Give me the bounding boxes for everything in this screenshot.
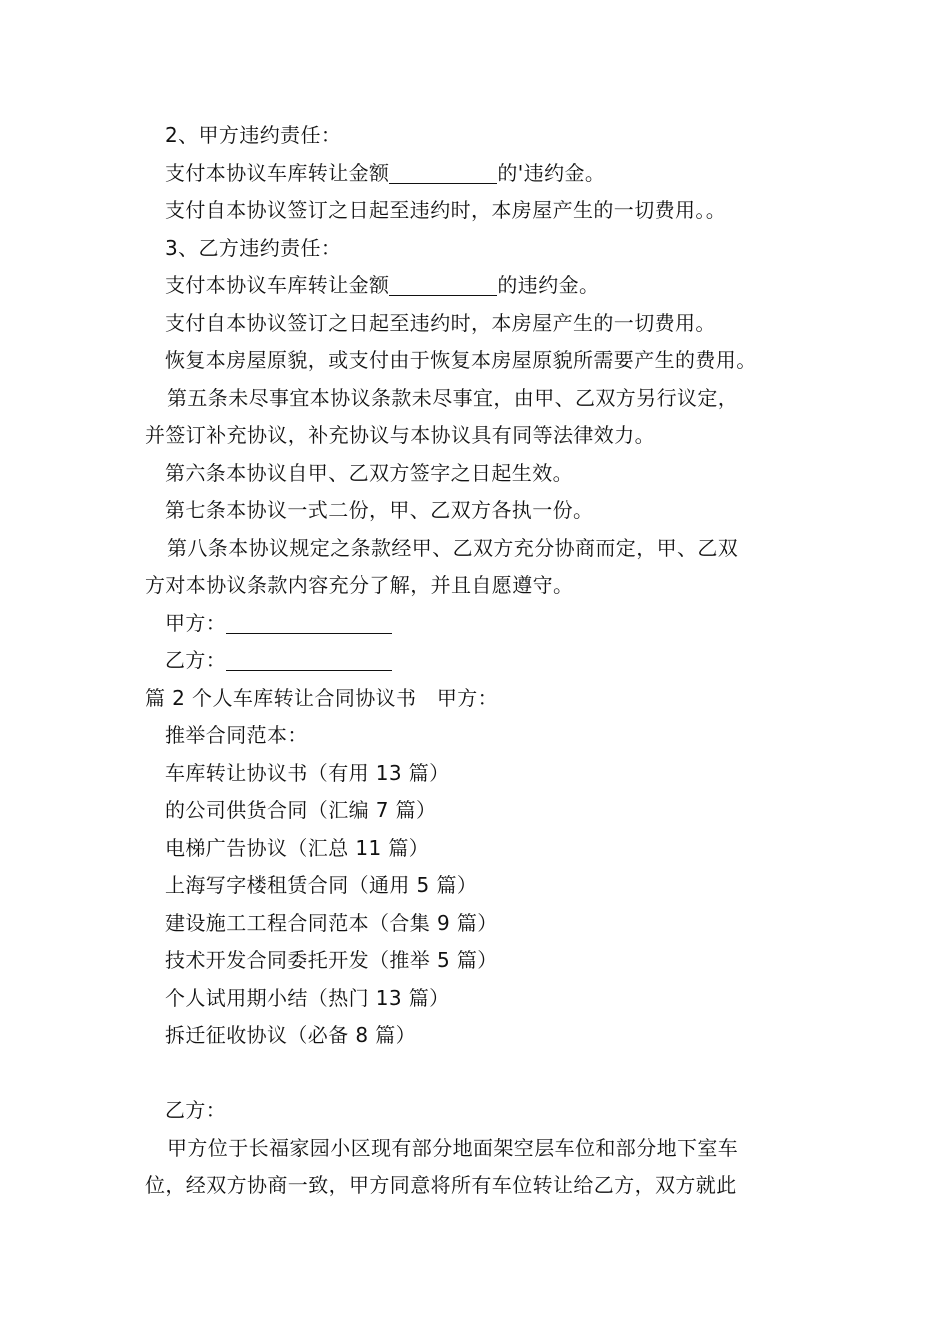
document-body [145, 117, 817, 1205]
signature-blank [226, 648, 392, 671]
recommend-list-item [145, 1017, 817, 1055]
text-line: 支付自本协议签订之日起至违约时，本房屋产生的一切费用。 [165, 310, 716, 335]
fill-in-blank [389, 273, 497, 296]
text-line: 恢复本房屋原貌，或支付由于恢复本房屋原貌所需要产生的费用。 [165, 348, 757, 372]
clause-heading-party-b-liability [145, 230, 817, 268]
text-line: 支付本协议车库转让金额 [165, 273, 390, 297]
signature-label: 乙方： [165, 648, 227, 672]
paragraph [145, 192, 817, 230]
paragraph [145, 492, 817, 530]
paragraph [145, 1130, 817, 1168]
paragraph [145, 155, 817, 193]
text-line: 方对本协议条款内容充分了解，并且自愿遵守。 [145, 573, 574, 597]
section-heading [145, 680, 817, 718]
paragraph [145, 305, 817, 343]
recommend-heading [145, 717, 817, 755]
text-line: 的'违约金。 [497, 160, 606, 185]
text-line: 推举合同范本： [165, 723, 308, 747]
text-line: 支付自本协议签订之日起至违约时，本房屋产生的一切费用。。 [165, 198, 727, 222]
recommend-list-item [145, 980, 817, 1018]
paragraph-continuation [145, 1167, 817, 1205]
text-line: 车库转让协议书（有用 13 篇） [165, 760, 450, 785]
text-line: 的违约金。 [497, 273, 600, 297]
signature-blank [226, 611, 392, 634]
text-line: 乙方： [165, 1098, 227, 1122]
text-line: 电梯广告协议（汇总 11 篇） [165, 835, 430, 860]
text-line: 个人试用期小结（热门 13 篇） [165, 985, 450, 1010]
recommend-list-item [145, 942, 817, 980]
recommend-list-item [145, 867, 817, 905]
text-line: 并签订补充协议，补充协议与本协议具有同等法律效力。 [145, 423, 655, 447]
text-line: 第八条本协议规定之条款经甲、乙双方充分协商而定，甲、乙双 [167, 535, 739, 560]
text-line: 3、乙方违约责任： [165, 235, 342, 260]
text-line: 第六条本协议自甲、乙双方签字之日起生效。 [165, 460, 573, 485]
recommend-list-item [145, 755, 817, 793]
text-line: 的公司供货合同（汇编 7 篇） [165, 798, 437, 822]
paragraph [145, 530, 817, 568]
signature-line-party-a [145, 605, 817, 643]
text-line: 拆迁征收协议（必备 8 篇） [165, 1023, 417, 1047]
fill-in-blank [389, 161, 497, 184]
text-line: 第五条未尽事宜本协议条款未尽事宜，由甲、乙双方另行议定， [167, 385, 739, 410]
blank-line [145, 1055, 817, 1093]
signature-label: 甲方： [165, 610, 227, 635]
party-b-label [145, 1092, 817, 1130]
text-line: 技术开发合同委托开发（推举 5 篇） [165, 948, 498, 972]
text-line: 甲方位于长福家园小区现有部分地面架空层车位和部分地下室车 [167, 1135, 739, 1160]
paragraph [145, 342, 817, 380]
text-line: 建设施工工程合同范本（合集 9 篇） [165, 910, 498, 935]
paragraph-continuation [145, 417, 817, 455]
recommend-list-item [145, 792, 817, 830]
text-line: 上海写字楼租赁合同（通用 5 篇） [165, 873, 478, 897]
text-line: 支付本协议车库转让金额 [165, 160, 390, 185]
paragraph [145, 380, 817, 418]
recommend-list-item [145, 905, 817, 943]
paragraph [145, 267, 817, 305]
text-line: 第七条本协议一式二份，甲、乙双方各执一份。 [165, 498, 594, 522]
paragraph-continuation [145, 567, 817, 605]
text-line: 篇 2 个人车库转让合同协议书 甲方： [145, 685, 499, 710]
signature-line-party-b [145, 642, 817, 680]
recommend-list-item [145, 830, 817, 868]
text-line: 2、甲方违约责任： [165, 123, 342, 147]
paragraph [145, 455, 817, 493]
clause-heading-party-a-liability [145, 117, 817, 155]
text-line: 位，经双方协商一致，甲方同意将所有车位转让给乙方，双方就此 [145, 1173, 737, 1197]
